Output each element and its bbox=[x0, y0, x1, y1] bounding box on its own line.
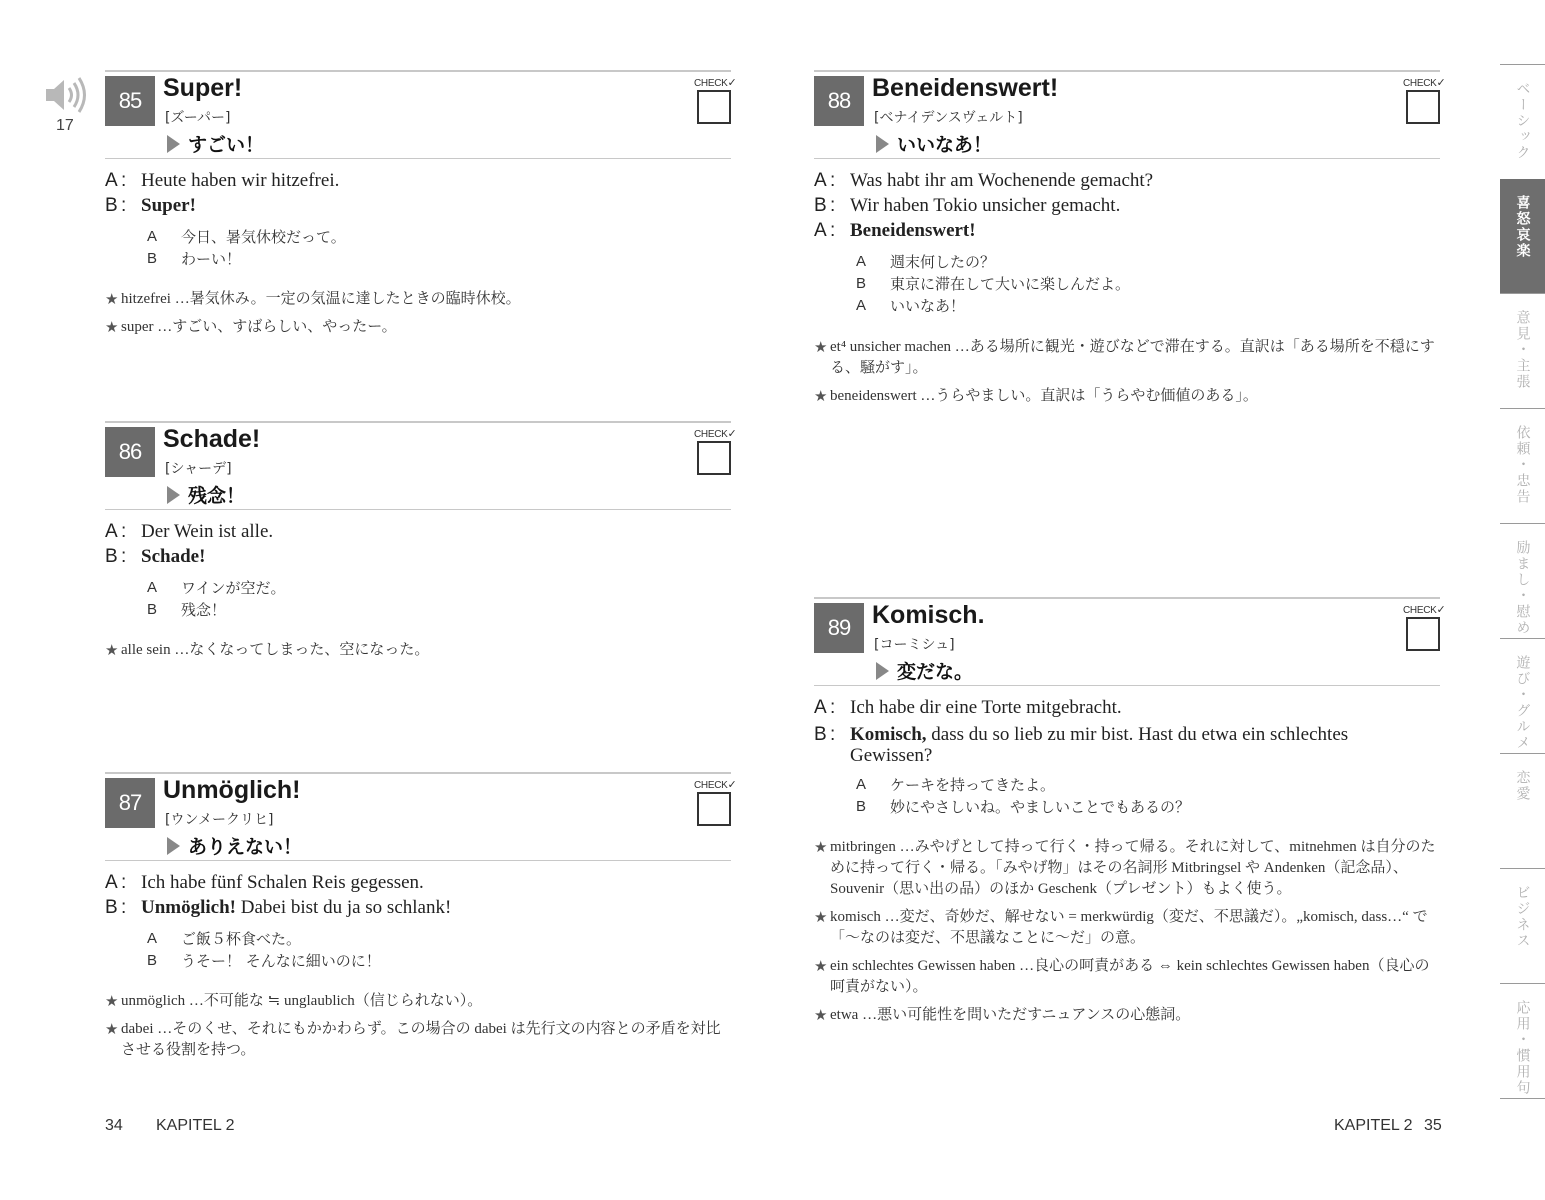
dialog-line: B : Schade! bbox=[105, 546, 206, 567]
check-box[interactable] bbox=[697, 441, 731, 475]
divider bbox=[105, 509, 731, 510]
audio-track-number: 17 bbox=[56, 117, 74, 134]
divider bbox=[105, 70, 731, 72]
entry-number: 87 bbox=[105, 778, 155, 828]
dialog-line: A : Der Wein ist alle. bbox=[105, 521, 274, 542]
entry-number: 89 bbox=[814, 603, 864, 653]
translation: A ケーキを持ってきたよ。 B 妙にやさしいね。やましいことでもあるの？ bbox=[856, 776, 1191, 816]
translation: A 週末何したの？ B 東京に滞在して大いに楽しんだよ。 A いいなあ！ bbox=[856, 253, 1131, 315]
tab-business[interactable]: ビジネス bbox=[1500, 868, 1545, 984]
check-label: CHECK✓ bbox=[1403, 77, 1446, 89]
dialog-line: A : Ich habe dir eine Torte mitgebracht. bbox=[814, 697, 1122, 718]
note-item: ★ komisch …変だ、奇妙だ、解せない = merkwürdig（変だ、不思議だ）。„komisch, dass…“ で「～なのは変だ、不思議なことに～だ」の意。 bbox=[814, 908, 1428, 946]
entry-number: 86 bbox=[105, 427, 155, 477]
note-item: ★ beneidenswert …うらやましい。直訳は「うらやむ価値のある」。 bbox=[814, 387, 1258, 405]
notes bbox=[105, 991, 733, 1068]
dialog-line: B : Super! bbox=[105, 195, 196, 216]
check-box[interactable] bbox=[697, 90, 731, 124]
tab-play-gourmet[interactable]: 遊び・グルメ bbox=[1500, 638, 1545, 754]
dialog-line: A : Was habt ihr am Wochenende gemacht? bbox=[814, 170, 1154, 191]
entry-reading: [ウンメークリヒ] bbox=[165, 812, 274, 828]
entry-phrase: Schade! bbox=[163, 425, 261, 453]
check-label: CHECK✓ bbox=[694, 779, 737, 791]
divider bbox=[105, 772, 731, 774]
note-item: ★ dabei …そのくせ、それにもかかわらず。この場合の dabei は先行文の内容との矛盾を対比させる役割を持つ。 bbox=[105, 1020, 721, 1058]
tab-emotions[interactable]: 喜怒哀楽 bbox=[1500, 179, 1545, 293]
meaning-text: ありえない！ bbox=[188, 836, 303, 858]
tab-idioms[interactable]: 応用・慣用句 bbox=[1500, 983, 1545, 1099]
dialog bbox=[814, 695, 1442, 766]
divider bbox=[814, 685, 1440, 686]
entry-number: 85 bbox=[105, 76, 155, 126]
notes bbox=[814, 837, 1442, 1033]
divider bbox=[105, 421, 731, 423]
dialog bbox=[105, 168, 733, 218]
dialog-line: B : Wir haben Tokio unsicher gemacht. bbox=[814, 195, 1121, 216]
divider bbox=[105, 860, 731, 861]
note-item: ★ mitbringen …みやげとして持って行く・持って帰る。それに対して、mitnehmen は自分のために持って行く・帰る。「みやげ物」はその名詞形 Mitbringsel や Andenken（記念品）、Souvenir（思い出の品）のほか Geschenk（プレゼント）もよく使う。 bbox=[814, 838, 1436, 897]
tab-basic[interactable]: ベーシック bbox=[1500, 64, 1545, 180]
checkmark-icon: ✓ bbox=[727, 779, 737, 791]
divider bbox=[814, 597, 1440, 599]
note-item: ★ hitzefrei …暑気休み。一定の気温に達したときの臨時休校。 bbox=[105, 290, 521, 308]
triangle-bullet-icon bbox=[876, 662, 889, 680]
dialog bbox=[814, 168, 1442, 243]
entry-phrase: Super! bbox=[163, 74, 243, 102]
check-box[interactable] bbox=[1406, 617, 1440, 651]
dialog-line: B : Komisch, dass du so lieb zu mir bist. Hast du etwa ein schlechtes Gewissen? bbox=[814, 724, 1349, 766]
note-item: ★ et⁴ unsicher machen …ある場所に観光・遊びなどで滞在する。直訳は「ある場所を不穏にする、騒がす」。 bbox=[814, 338, 1435, 376]
entry-meaning bbox=[876, 130, 992, 157]
notes bbox=[814, 337, 1442, 414]
entry-meaning bbox=[167, 832, 302, 859]
page-number-right: 35 bbox=[1424, 1117, 1442, 1134]
checkmark-icon: ✓ bbox=[1436, 77, 1446, 89]
triangle-bullet-icon bbox=[167, 486, 180, 504]
entry-meaning bbox=[167, 130, 264, 157]
notes bbox=[105, 289, 733, 345]
entry-number: 88 bbox=[814, 76, 864, 126]
check-label: CHECK✓ bbox=[1403, 604, 1446, 616]
note-item: ★ ein schlechtes Gewissen haben …良心の呵責がある ⇔ kein schlechtes Gewissen haben（良心の呵責がない）。 bbox=[814, 957, 1430, 995]
entry-reading: [ベナイデンスヴェルト] bbox=[874, 110, 1023, 126]
notes bbox=[105, 640, 733, 668]
divider bbox=[105, 158, 731, 159]
divider bbox=[814, 158, 1440, 159]
note-item: ★ etwa …悪い可能性を問いただすニュアンスの心態詞。 bbox=[814, 1006, 1191, 1024]
triangle-bullet-icon bbox=[876, 135, 889, 153]
chapter-label-right: KAPITEL 2 bbox=[1334, 1117, 1413, 1134]
dialog-line: A : Beneidenswert! bbox=[814, 220, 976, 241]
dialog-line: A : Heute haben wir hitzefrei. bbox=[105, 170, 340, 191]
note-item: ★ alle sein …なくなってしまった、空になった。 bbox=[105, 641, 430, 659]
translation: A 今日、暑気休校だって。 B わーい！ bbox=[147, 228, 346, 268]
entry-reading: [ズーパー] bbox=[165, 110, 231, 126]
entry-reading: [シャーデ] bbox=[165, 461, 232, 477]
meaning-text: 変だな。 bbox=[897, 661, 974, 683]
dialog-line: B : Unmöglich! Dabei bist du ja so schlank! bbox=[105, 897, 452, 918]
check-box[interactable] bbox=[697, 792, 731, 826]
note-item: ★ unmöglich …不可能な ≒ unglaublich（信じられない）。 bbox=[105, 992, 483, 1010]
chapter-label-left: KAPITEL 2 bbox=[156, 1117, 235, 1134]
entry-reading: [コーミシュ] bbox=[874, 637, 955, 653]
checkmark-icon: ✓ bbox=[1436, 604, 1446, 616]
tab-romance[interactable]: 恋愛 bbox=[1500, 753, 1545, 869]
divider bbox=[1500, 1098, 1545, 1099]
tab-request[interactable]: 依頼・忠告 bbox=[1500, 408, 1545, 524]
divider bbox=[814, 70, 1440, 72]
translation: A ご飯５杯食べた。 B うそー！ そんなに細いのに！ bbox=[147, 930, 381, 970]
entry-phrase: Beneidenswert! bbox=[872, 74, 1059, 102]
note-item: ★ super …すごい、すばらしい、やったー。 bbox=[105, 318, 397, 336]
tab-opinion[interactable]: 意見・主張 bbox=[1500, 293, 1545, 409]
meaning-text: いいなあ！ bbox=[897, 134, 993, 156]
triangle-bullet-icon bbox=[167, 135, 180, 153]
entry-phrase: Komisch. bbox=[872, 601, 985, 629]
tab-encourage[interactable]: 励まし・慰め bbox=[1500, 523, 1545, 639]
translation: A ワインが空だ。 B 残念！ bbox=[147, 579, 286, 619]
dialog-line: A : Ich habe fünf Schalen Reis gegessen. bbox=[105, 872, 424, 893]
triangle-bullet-icon bbox=[167, 837, 180, 855]
checkmark-icon: ✓ bbox=[727, 77, 737, 89]
page-number-left: 34 bbox=[105, 1117, 123, 1134]
check-label: CHECK✓ bbox=[694, 77, 737, 89]
check-box[interactable] bbox=[1406, 90, 1440, 124]
audio-speaker-icon[interactable] bbox=[44, 76, 90, 114]
entry-meaning bbox=[876, 657, 973, 684]
dialog bbox=[105, 870, 733, 920]
meaning-text: すごい！ bbox=[188, 134, 265, 156]
checkmark-icon: ✓ bbox=[727, 428, 737, 440]
entry-phrase: Unmöglich! bbox=[163, 776, 301, 804]
dialog bbox=[105, 519, 733, 569]
check-label: CHECK✓ bbox=[694, 428, 737, 440]
entry-meaning bbox=[167, 481, 245, 508]
meaning-text: 残念！ bbox=[188, 485, 246, 507]
